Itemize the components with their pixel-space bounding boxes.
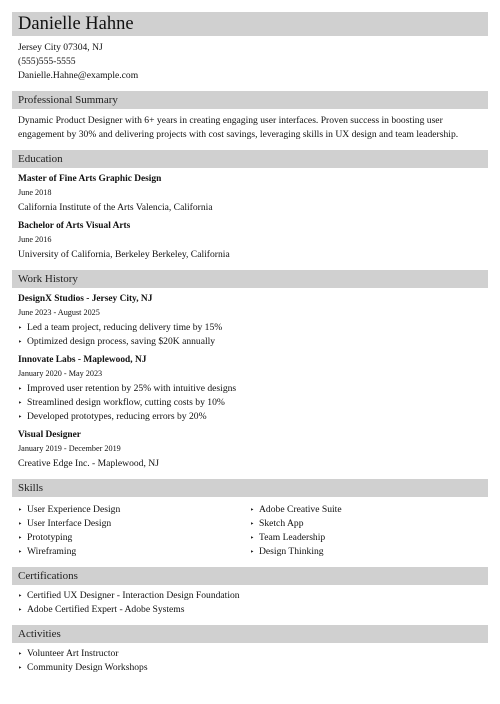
section-header-certifications [12,567,488,585]
bullet-icon: ‣ [250,506,255,514]
name-header [12,12,488,36]
list-item: ‣ Community Design Workshops [18,662,148,673]
list-item: ‣ Wireframing [18,546,77,557]
contact-info [12,41,488,83]
job-title: DesignX Studios - Jersey City, NJ [18,294,153,304]
skills-grid [18,501,482,559]
school: California Institute of the Arts Valencia, California [18,202,213,213]
bullet-icon: ‣ [18,338,23,346]
section-header-activities [12,625,488,643]
section-header-education [12,150,488,168]
list-item: ‣ Improved user retention by 25% with intuitive designs [18,383,237,394]
work-entry [18,293,482,349]
job-bullets [18,382,482,424]
phone: (555)555-5555 [18,56,76,67]
address: Jersey City 07304, NJ [18,42,103,53]
section-header-summary [12,91,488,109]
list-item: ‣ Developed prototypes, reducing errors by 20% [18,411,207,422]
bullet-icon: ‣ [18,413,23,421]
bullet-icon: ‣ [250,548,255,556]
job-title: Innovate Labs - Maplewood, NJ [18,355,147,365]
bullet-icon: ‣ [18,399,23,407]
list-item: ‣ Adobe Certified Expert - Adobe Systems [18,604,185,615]
bullet-icon: ‣ [250,534,255,542]
bullet-icon: ‣ [18,324,23,332]
work-list [12,293,488,471]
bullet-icon: ‣ [18,385,23,393]
list-item: ‣ Certified UX Designer - Interaction Design Foundation [18,590,240,601]
email: Danielle.Hahne@example.com [18,70,139,81]
section-title: Certifications [18,570,78,582]
list-item: ‣ Prototyping [18,532,73,543]
section-header-work [12,270,488,288]
bullet-icon: ‣ [18,534,23,542]
bullet-icon: ‣ [18,548,23,556]
list-item: ‣ Volunteer Art Instructor [18,648,119,659]
section-title: Education [18,153,63,165]
bullet-icon: ‣ [250,520,255,528]
degree: Bachelor of Arts Visual Arts [18,221,131,231]
list-item: ‣ User Interface Design [18,518,112,529]
list-item: ‣ Sketch App [250,518,304,529]
degree: Master of Fine Arts Graphic Design [18,174,162,184]
education-entry [18,220,482,262]
bullet-icon: ‣ [18,506,23,514]
job-dates: June 2023 - August 2025 [18,308,100,317]
education-entry [18,173,482,215]
company: Creative Edge Inc. - Maplewood, NJ [18,458,159,469]
job-dates: January 2019 - December 2019 [18,444,121,453]
work-entry [18,429,482,471]
section-title: Activities [18,628,61,640]
skills-left [18,503,250,559]
bullet-icon: ‣ [18,606,23,614]
section-title: Professional Summary [18,94,118,106]
certifications-list [18,589,482,617]
list-item: ‣ Team Leadership [250,532,326,543]
bullet-icon: ‣ [18,664,23,672]
bullet-icon: ‣ [18,650,23,658]
school: University of California, Berkeley Berkeley, California [18,249,230,260]
skills-right [250,503,482,559]
list-item: ‣ Design Thinking [250,546,324,557]
bullet-icon: ‣ [18,520,23,528]
education-list [12,173,488,262]
section-title: Work History [18,273,78,285]
list-item: ‣ Led a team project, reducing delivery time by 15% [18,322,223,333]
candidate-name: Danielle Hahne [18,14,134,34]
job-title: Visual Designer [18,430,81,440]
section-title: Skills [18,482,44,494]
list-item: ‣ Optimized design process, saving $20K annually [18,336,216,347]
bullet-icon: ‣ [18,592,23,600]
job-bullets [18,321,482,349]
graduation-date: June 2016 [18,235,52,244]
list-item: ‣ User Experience Design [18,504,121,515]
job-dates: January 2020 - May 2023 [18,369,103,378]
work-entry [18,354,482,424]
graduation-date: June 2018 [18,188,52,197]
activities-list [18,647,482,675]
section-header-skills [12,479,488,497]
summary-text: Dynamic Product Designer with 6+ years in creating engaging user interfaces. Proven success in boosting user engagement by 30% and delivering projects with cost savings, leveraging skills in UX design and team leadership. [18,115,459,140]
list-item: ‣ Adobe Creative Suite [250,504,342,515]
list-item: ‣ Streamlined design workflow, cutting costs by 10% [18,397,225,408]
